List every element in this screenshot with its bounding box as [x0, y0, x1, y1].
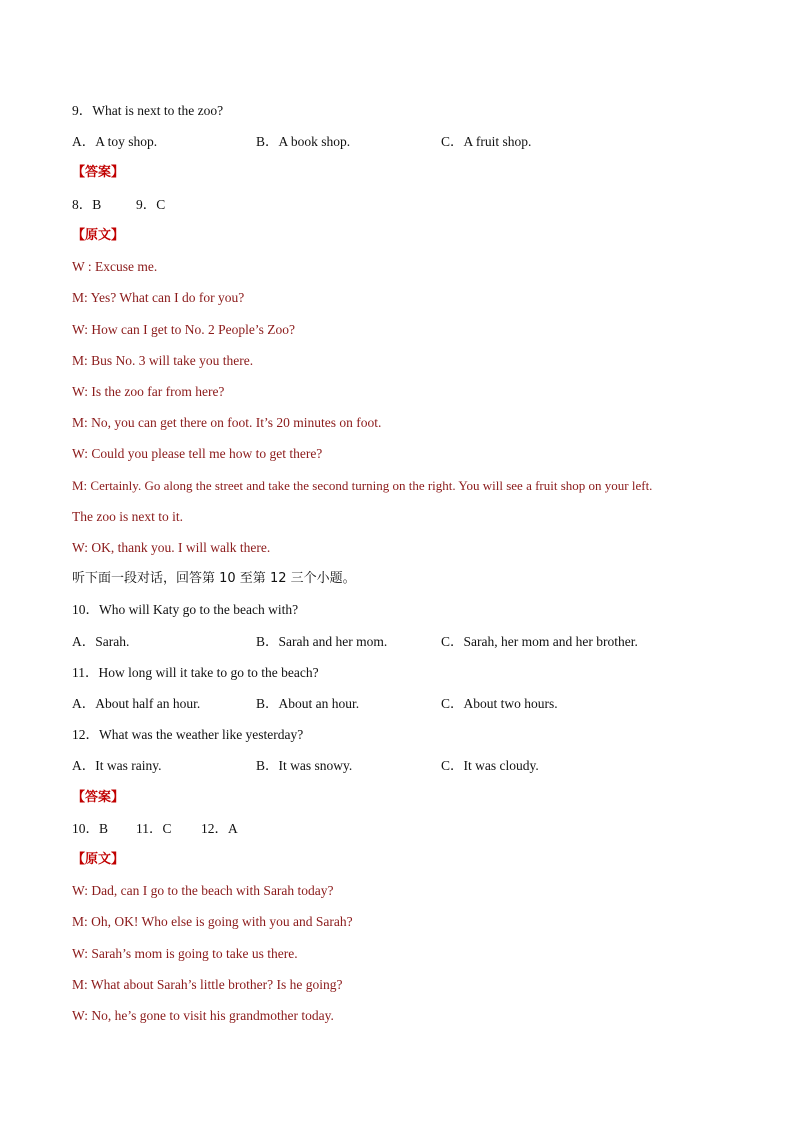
transcript-line: The zoo is next to it. [72, 509, 183, 524]
transcript-line: W: Dad, can I go to the beach with Sarah today? [72, 883, 334, 898]
question-12-option-c: C．It was cloudy. [441, 758, 539, 773]
transcript-line: W: Is the zoo far from here? [72, 384, 225, 399]
answer-8: 8．B [72, 197, 102, 212]
answer-9: 9．C [136, 197, 166, 212]
question-10-option-b: B．Sarah and her mom. [256, 634, 388, 649]
question-10-option-c: C．Sarah, her mom and her brother. [441, 634, 638, 649]
transcript-line: W: No, he’s gone to visit his grandmother today. [72, 1008, 334, 1023]
question-10-option-a: A．Sarah. [72, 634, 130, 649]
transcript-line: W: Could you please tell me how to get there? [72, 446, 323, 461]
question-11-option-c: C．About two hours. [441, 696, 558, 711]
transcript-line: W : Excuse me. [72, 259, 158, 274]
question-9-option-b: B．A book shop. [256, 134, 351, 149]
answer-label: 【答案】 [72, 165, 125, 180]
question-11: 11．How long will it take to go to the beach? [72, 665, 319, 680]
transcript-line: W: Sarah’s mom is going to take us there. [72, 946, 298, 961]
question-10: 10．Who will Katy go to the beach with? [72, 602, 299, 617]
question-12-option-b: B．It was snowy. [256, 758, 353, 773]
transcript-line: M: No, you can get there on foot. It’s 20 minutes on foot. [72, 415, 382, 430]
answer-11: 11．C [136, 821, 172, 836]
transcript-line: M: Bus No. 3 will take you there. [72, 353, 254, 368]
transcript-label: 【原文】 [72, 228, 125, 243]
answer-12: 12．A [201, 821, 238, 836]
question-9: 9．What is next to the zoo? [72, 103, 224, 118]
transcript-line: M: What about Sarah’s little brother? Is he going? [72, 977, 343, 992]
section-instruction: 听下面一段对话，回答第 10 至第 12 三个小题。 [72, 571, 356, 586]
transcript-line: W: OK, thank you. I will walk there. [72, 540, 271, 555]
question-9-option-a: A．A toy shop. [72, 134, 158, 149]
question-12: 12．What was the weather like yesterday? [72, 727, 304, 742]
question-12-option-a: A．It was rainy. [72, 758, 162, 773]
transcript-label: 【原文】 [72, 852, 125, 867]
transcript-line: M: Certainly. Go along the street and take the second turning on the right. You will see a fruit shop on your left. [72, 478, 653, 493]
transcript-line: M: Yes? What can I do for you? [72, 290, 245, 305]
question-11-option-b: B．About an hour. [256, 696, 360, 711]
question-9-option-c: C．A fruit shop. [441, 134, 532, 149]
answer-label: 【答案】 [72, 790, 125, 805]
transcript-line: W: How can I get to No. 2 People’s Zoo? [72, 322, 295, 337]
transcript-line: M: Oh, OK! Who else is going with you and Sarah? [72, 914, 353, 929]
answer-10: 10．B [72, 821, 109, 836]
question-11-option-a: A．About half an hour. [72, 696, 201, 711]
